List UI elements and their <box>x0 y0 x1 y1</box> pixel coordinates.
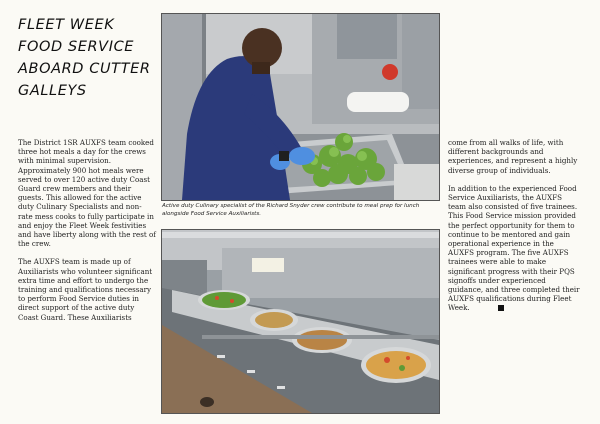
title-line-1: FLEET WEEK <box>18 17 115 33</box>
photo-serving-line <box>161 229 440 414</box>
serving-line-illustration <box>162 230 439 413</box>
right-text-column <box>448 138 582 322</box>
left-text-column <box>18 138 156 331</box>
title-line-3: ABOARD CUTTER <box>18 61 151 77</box>
right-paragraph-1: come from all walks of life, with different backgrounds and experiences, and represent a highly diverse group of individuals. <box>448 138 578 175</box>
left-paragraph-2: The AUXFS team is made up of Auxiliarists who volunteer significant extra time and effort to undergo the training and qualifications necessary to perform Food Service duties in direct support of the active duty Coast Guard. These Auxiliarists <box>18 257 153 322</box>
title-line-2: FOOD SERVICE <box>18 39 135 55</box>
right-paragraph-2 <box>448 184 582 313</box>
photo-caption: Active duty Culinary specialist of the Richard Snyder crew contribute to meal prep for lunch alongside Food Service Auxiliarists. <box>162 203 420 217</box>
title-line-4: GALLEYS <box>18 83 87 99</box>
end-of-article-mark <box>498 305 504 311</box>
photo-culinary-specialist <box>161 13 440 201</box>
left-paragraph-1: The District 1SR AUXFS team cooked three hot meals a day for the crews with minimal supervision. Approximately 900 hot meals were served to over 120 active duty Coast Guard crew members and their guests. This allowed for the active duty Culinary Specialists and non-rate mess cooks to fully participate in and enjoy the Fleet Week festivities and have liberty along with the rest of the crew. <box>18 138 156 249</box>
right-paragraph-2-text: In addition to the experienced Food Service Auxiliarists, the AUXFS team also consisted of five trainees. This Food Service mission provided the perfect opportunity for them to continue to be mentored and gain operational experience in the AUXFS program. The five AUXFS trainees were able to make significant progress with their PQS signoffs under experienced guidance, and three completed their AUXFS qualifications during Fleet Week. <box>448 183 580 313</box>
article-title <box>18 14 158 102</box>
galley-prep-illustration <box>162 14 439 200</box>
